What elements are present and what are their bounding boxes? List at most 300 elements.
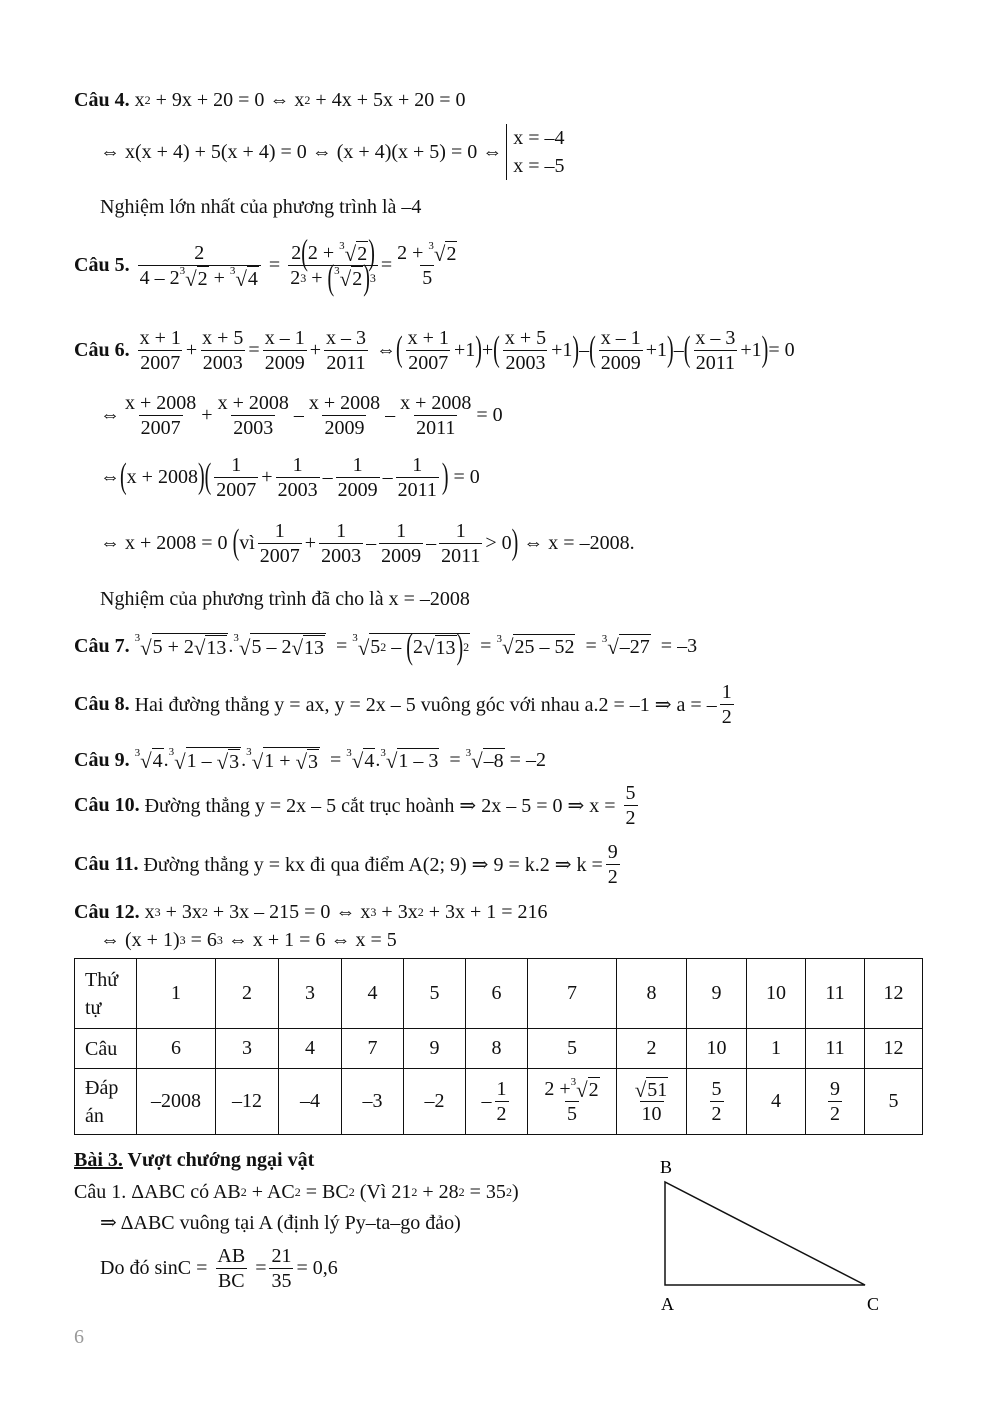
math-text [130, 254, 135, 277]
denominator [336, 477, 380, 502]
radicand [513, 634, 575, 658]
math-group [251, 635, 325, 659]
left-paren-icon: ( [232, 522, 240, 562]
radicand [205, 635, 227, 659]
table-cell [279, 1069, 342, 1135]
math-text: x [139, 900, 155, 923]
denominator [214, 477, 258, 502]
left-paren-icon: ( [589, 329, 596, 369]
equation-system [506, 124, 564, 180]
math-text: 7 [367, 1037, 378, 1059]
parenthesized [205, 453, 449, 502]
denominator [263, 350, 307, 375]
fraction [379, 519, 423, 568]
math-text: 1 [336, 519, 347, 542]
radicand [351, 266, 363, 290]
parenthesized [684, 326, 769, 375]
bold-label: Câu 8. [74, 692, 130, 715]
radical-index: 3 [246, 746, 252, 758]
radical-sign-icon: √ [344, 241, 357, 266]
math-text: 3 [242, 1037, 252, 1059]
table-row [75, 1069, 923, 1135]
math-text: Đường thẳng y = kx đi qua điểm A(2; 9) ⇒ 9 = k.2 ⇒ k = [138, 853, 603, 876]
fraction [503, 326, 548, 375]
denominator [414, 415, 457, 440]
radicand [307, 749, 319, 773]
radical [571, 1077, 600, 1101]
radical-sign-icon: √ [351, 749, 364, 773]
radical [291, 635, 325, 659]
denominator [269, 1268, 293, 1293]
math-text: ⇔ [100, 403, 120, 426]
numerator [720, 680, 734, 704]
math-text: 2007 [408, 351, 449, 374]
math-text: – [673, 338, 684, 361]
fraction [495, 1077, 509, 1126]
fraction [200, 326, 245, 375]
math-text: x + 2008 [217, 391, 289, 414]
radical-sign-icon: √ [216, 750, 229, 774]
math-text: 1 [352, 453, 363, 476]
numerator [351, 453, 365, 477]
math-text: x [129, 88, 145, 111]
numerator [828, 1077, 842, 1101]
math-text: x – 1 [600, 326, 641, 349]
numerator [324, 326, 368, 350]
math-text: – [386, 636, 407, 658]
math-text: + 28 [417, 1180, 459, 1203]
right-paren-icon: ) [511, 522, 519, 562]
row-header-text: Thứ [85, 968, 119, 991]
radical-sign-icon: √ [576, 1078, 588, 1102]
math-text: + [261, 465, 273, 488]
fraction [720, 680, 734, 729]
math-text: +1 [551, 338, 573, 361]
math-text: 2009 [600, 351, 641, 374]
table-cell [466, 959, 528, 1029]
radical-index: 3 [570, 1076, 577, 1088]
table-cell [865, 959, 923, 1029]
math-text: 5 [429, 982, 440, 1004]
math-text: = 0,6 [296, 1256, 338, 1279]
table-cell [687, 1069, 747, 1135]
math-text: 5 [370, 636, 381, 658]
table-cell [216, 1029, 279, 1069]
math-text: +1 [645, 338, 668, 361]
math-group [153, 635, 228, 659]
radicand [363, 748, 375, 772]
right-paren-icon: ) [441, 456, 449, 496]
radical [334, 266, 363, 290]
radical-index: 3 [134, 747, 141, 759]
math-text: x + 2008 [126, 465, 198, 488]
radical [428, 241, 457, 265]
table-cell [617, 1029, 687, 1069]
fraction [215, 1244, 247, 1293]
table-cell [806, 1029, 865, 1069]
fraction [269, 1244, 293, 1293]
row-header [75, 1029, 137, 1069]
radical-sign-icon: √ [238, 636, 251, 660]
denominator [216, 1268, 247, 1293]
math-text: 1 [396, 519, 407, 542]
math-text: 8 [646, 982, 657, 1004]
row-header-text: Đáp [85, 1076, 119, 1099]
math-text: 4 [771, 1090, 781, 1112]
numerator [693, 326, 737, 350]
math-text: 5 [422, 266, 433, 289]
denominator [640, 1101, 664, 1126]
denominator [258, 543, 302, 568]
table-cell [404, 959, 466, 1029]
math-text: Đường thẳng y = 2x – 5 cắt trục hoành ⇒ 2x – 5 = 0 ⇒ x = [139, 794, 621, 817]
text-line [74, 232, 462, 298]
numerator [291, 453, 305, 477]
radical [194, 635, 228, 659]
row-header-text: Câu [85, 1037, 118, 1060]
right-paren-icon: ) [363, 257, 370, 298]
table-cell [617, 959, 687, 1029]
table-cell [528, 1029, 617, 1069]
math-text: = 0 [476, 403, 503, 426]
radical-index: 3 [168, 746, 175, 758]
radical-sign-icon: √ [295, 750, 308, 774]
math-text: –27 [619, 636, 650, 658]
right-paren-icon: ) [368, 232, 375, 273]
math-text: 2007 [140, 416, 181, 439]
fraction [276, 453, 320, 502]
radical [135, 633, 229, 659]
math-text: 2011 [441, 544, 481, 567]
table-cell [747, 1029, 806, 1069]
math-text: + [481, 338, 494, 361]
section-label: Bài 3. [74, 1148, 123, 1171]
text-line [74, 680, 737, 728]
fraction [263, 326, 307, 375]
denominator [319, 543, 363, 568]
triangle-abc [665, 1182, 865, 1285]
table-cell [747, 959, 806, 1029]
text-line [100, 192, 421, 222]
math-text: 5 [567, 1037, 577, 1059]
math-text: 4 [305, 1037, 315, 1059]
radicand [186, 747, 242, 773]
math-text: > 0 [485, 531, 512, 554]
numerator [273, 519, 287, 543]
numerator [503, 326, 548, 350]
denominator [565, 1101, 579, 1126]
table-cell [466, 1069, 528, 1135]
denominator [420, 265, 434, 290]
text-line: Câu 12. x 3 + 3x 2 + 3x – 215 = 0 ⇔ x 3 + 3x 2 + 3x + 1 = 216 [74, 900, 548, 923]
denominator [322, 415, 366, 440]
left-paren-icon: ( [683, 329, 691, 369]
radical-sign-icon: √ [357, 636, 370, 660]
math-text: 13 [435, 637, 456, 659]
fraction [710, 1077, 724, 1126]
math-text: + 3x [160, 900, 202, 923]
fraction [828, 1077, 842, 1126]
numerator [410, 453, 424, 477]
fraction [216, 391, 291, 440]
numerator [215, 1244, 247, 1268]
text-line [74, 627, 698, 667]
math-text: 3 [305, 982, 315, 1004]
math-text: –2 [424, 1090, 445, 1112]
table-cell [806, 1069, 865, 1135]
radical-index: 3 [428, 239, 434, 252]
math-text: 2 [607, 865, 618, 888]
numerator [454, 519, 468, 543]
left-paren-icon: ( [493, 329, 500, 369]
fraction [395, 241, 459, 290]
math-text: – [293, 403, 304, 426]
radicand [397, 748, 439, 772]
math-text: 2009 [264, 351, 305, 374]
radical-sign-icon: √ [193, 636, 206, 660]
row-header-text: án [85, 1104, 104, 1127]
math-text: 10 [641, 1103, 662, 1125]
fraction [398, 391, 473, 440]
radical-sign-icon: √ [385, 749, 398, 773]
text-line [74, 745, 546, 775]
math-text: 1 [496, 1078, 507, 1100]
math-text: Nghiệm lớn nhất của phương trình là –4 [100, 195, 422, 218]
answer-table [74, 958, 923, 1135]
math-text: 2011 [326, 351, 366, 374]
left-paren-icon: ( [406, 627, 413, 667]
parenthesized [120, 456, 205, 496]
left-paren-icon: ( [395, 329, 403, 369]
math-text: + [208, 266, 230, 289]
math-group: 2 3 + ( 3 √ 2 ) 3 [290, 257, 376, 298]
radicand [152, 633, 229, 659]
math-text: . [375, 748, 381, 771]
math-text: ⇔ (x + 1) [100, 928, 180, 951]
text-line [100, 391, 503, 439]
numerator [406, 326, 451, 350]
math-text: 11 [825, 1037, 845, 1059]
radicand [152, 748, 164, 772]
math-text: 1 + [264, 750, 296, 772]
radical-index: 3 [233, 632, 239, 644]
parenthesized [233, 519, 519, 568]
math-text: 2 [357, 242, 368, 265]
text-line [100, 584, 470, 614]
math-text: 2 [290, 266, 301, 289]
math-text: 2 [721, 705, 732, 728]
bold-label: Câu 10. [74, 793, 140, 816]
radical-sign-icon: √ [235, 266, 247, 291]
left-paren-icon: ( [120, 456, 127, 496]
math-text: – [366, 531, 377, 554]
math-text: = [320, 748, 347, 771]
fraction [406, 326, 451, 375]
math-text: 8 [491, 1037, 502, 1059]
text-line [100, 453, 480, 501]
math-text: . [241, 748, 247, 771]
math-text: Nghiệm của phương trình đã cho là x = –2008 [100, 587, 470, 610]
row-header [75, 959, 137, 1029]
math-text: +1 [740, 338, 762, 361]
math-text: 21 [271, 1244, 292, 1267]
math-text: + 9x + 20 = 0 ⇔ x [150, 88, 305, 111]
bold-label: Câu 7. [74, 634, 130, 657]
right-paren-icon: ) [667, 329, 674, 369]
math-text: 2 [352, 267, 363, 290]
fraction [319, 519, 363, 568]
math-group [264, 749, 319, 773]
math-text: 2007 [216, 478, 257, 501]
table-cell [528, 1069, 617, 1135]
bold-label: Câu 11. [74, 852, 139, 875]
math-text: = [248, 338, 260, 361]
denominator [201, 350, 245, 375]
math-text: –4 [300, 1090, 320, 1112]
fraction [214, 453, 258, 502]
math-group [397, 241, 457, 265]
fraction [138, 326, 183, 375]
math-text: 6 [171, 1037, 181, 1059]
math-text: 5 + 2 [152, 636, 194, 658]
math-text: + 3x + 1 = 216 [423, 900, 548, 923]
math-text: + 4x + 5x + 20 = 0 [310, 88, 466, 111]
math-text: 13 [303, 637, 324, 659]
math-group [482, 1077, 512, 1126]
fraction [288, 232, 378, 298]
parenthesized [493, 326, 579, 375]
math-text: 2007 [259, 544, 300, 567]
fraction [693, 326, 737, 375]
right-triangle-figure [640, 1150, 900, 1320]
table-row [75, 1029, 923, 1069]
denominator [606, 864, 620, 889]
math-group: 5 2 – ( 2 √ 13 ) 2 [370, 627, 470, 667]
radicand [646, 1077, 668, 1101]
table-cell [747, 1069, 806, 1135]
radical [135, 748, 164, 772]
math-text: 1 [274, 519, 285, 542]
radical-sign-icon: √ [634, 1078, 647, 1102]
math-text: = –3 [650, 634, 698, 657]
radical [217, 749, 241, 773]
table-cell [342, 959, 404, 1029]
math-text: 2009 [381, 544, 422, 567]
math-text: 10 [706, 1037, 727, 1059]
math-text: ⇔ x(x + 4) + 5(x + 4) = 0 ⇔ (x + 4)(x + 5) = 0 ⇔ [100, 140, 503, 163]
math-text: 2 [194, 241, 205, 264]
fraction [138, 241, 261, 290]
math-text: x + 5 [504, 326, 547, 349]
math-text [130, 339, 135, 362]
radical-sign-icon: √ [339, 266, 352, 291]
radical-index: 3 [179, 264, 186, 277]
numerator [192, 241, 206, 265]
vertex-label-c: C [867, 1294, 880, 1314]
numerator [334, 519, 348, 543]
math-text: 4 [152, 750, 163, 772]
math-text: + [201, 403, 213, 426]
math-text: 5 [888, 1090, 899, 1112]
denominator [599, 350, 643, 375]
right-paren-icon: ) [456, 627, 464, 667]
denominator [503, 350, 547, 375]
math-text: + [306, 266, 328, 289]
fraction [606, 840, 620, 889]
math-text: 1 – 3 [398, 750, 439, 772]
numerator [229, 453, 243, 477]
math-text: x + 5 [202, 326, 244, 349]
math-text: + [304, 531, 317, 554]
math-text: 11 [825, 982, 845, 1004]
math-text: 1 [231, 453, 242, 476]
math-text: 2 [625, 806, 636, 829]
fraction [396, 453, 439, 502]
math-text: 2007 [140, 351, 181, 374]
radical-index: 3 [496, 633, 502, 645]
math-text: 35 [271, 1269, 292, 1292]
left-paren-icon: ( [204, 456, 212, 496]
denominator [379, 543, 423, 568]
math-text: 2 + [544, 1078, 571, 1100]
math-text: 2 [588, 1079, 599, 1101]
numerator [398, 391, 473, 415]
table-cell [617, 1069, 687, 1135]
row-header-text: tự [85, 996, 102, 1019]
math-text: 5 [567, 1103, 577, 1125]
math-text: Câu 1. ΔABC có AB [74, 1180, 241, 1203]
numerator [624, 781, 638, 805]
math-text: x + 1 [139, 326, 181, 349]
radicand [250, 633, 326, 659]
math-text: ⇔ [100, 465, 120, 488]
math-text: 2 [646, 1037, 657, 1059]
math-text: x + 2008 [125, 391, 197, 414]
denominator [828, 1101, 842, 1126]
radical [635, 1077, 669, 1101]
math-text: 2011 [397, 478, 437, 501]
math-text: 2003 [233, 416, 274, 439]
math-text: –3 [362, 1090, 383, 1112]
radical-sign-icon: √ [251, 750, 264, 774]
right-paren-icon: ) [761, 329, 769, 369]
math-text: 9 [607, 840, 618, 863]
radical-index: 3 [339, 239, 345, 252]
denominator [138, 350, 182, 375]
radical-sign-icon: √ [185, 266, 197, 291]
radical [230, 266, 259, 290]
denominator [720, 704, 734, 729]
numerator [395, 241, 459, 265]
denominator [138, 265, 261, 290]
radical-index: 3 [601, 633, 608, 645]
denominator [439, 543, 482, 568]
math-text: 2009 [324, 416, 365, 439]
table-cell [342, 1029, 404, 1069]
table-cell [216, 959, 279, 1029]
math-text: 1 [412, 453, 423, 476]
radical-sign-icon: √ [174, 750, 186, 774]
radicand [445, 241, 457, 265]
math-text: = [380, 253, 393, 276]
denominator [139, 415, 183, 440]
math-text: x + 2008 [308, 391, 381, 414]
numerator [542, 1077, 601, 1101]
math-text: ⇔ x + 1 = 6 ⇔ x = 5 [222, 928, 397, 951]
math-text: – [322, 465, 333, 488]
math-text: x – 3 [695, 326, 736, 349]
text-line [74, 840, 623, 888]
